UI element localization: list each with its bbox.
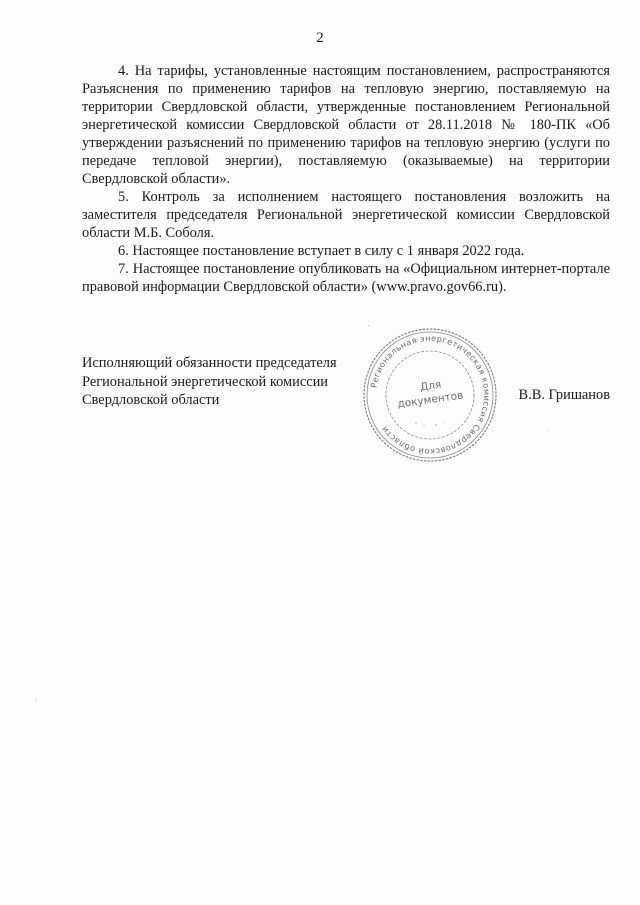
paragraph-7: 7. Настоящее постановление опубликовать на «Официальном интернет-портале правовой информации Свердловской области» (www.pravo.gov66.ru).	[82, 261, 610, 295]
scan-speck	[36, 700, 37, 701]
seal-stamp-icon	[360, 325, 500, 465]
seal-ink-specks	[415, 422, 444, 427]
seal-center-text-2: документов	[396, 389, 465, 411]
paragraph-5: 5. Контроль за исполнением настоящего постановления возложить на заместителя председателя Региональной энергетической комиссии Свердловской области М.Б. Соболя.	[82, 189, 610, 241]
seal-ring-text: Региональная энергетическая комиссия Свердловской области	[368, 332, 493, 458]
signatory-name: В.В. Гришанов	[518, 387, 610, 403]
seal-center-text-1: Для	[419, 378, 443, 394]
document-body	[82, 62, 610, 296]
signatory-title-line-1: Исполняющий обязанности председателя	[82, 355, 337, 371]
signatory-title-line-2: Региональной энергетической комиссии	[82, 373, 328, 390]
scan-speck	[368, 325, 369, 326]
paragraph-6: 6. Настоящее постановление вступает в силу с 1 января 2022 года.	[118, 243, 525, 259]
paragraph-4: 4. На тарифы, установленные настоящим постановлением, распространяются Разъяснения по применению тарифов на тепловую энергию, поставляемую на территории Свердловской области, утвержденные постановлением Региональной энергетической комиссии Свердловской области от 28.11.2018 № 180-ПК «Об утверждении разъяснений по применению тарифов на тепловую энергию (услуги по передаче тепловой энергии), поставляемую (оказываемые) на территории Свердловской области».	[82, 63, 610, 187]
signatory-title-line-3: Свердловской области	[82, 392, 220, 408]
page-number: 2	[316, 30, 324, 46]
signature-block	[82, 354, 610, 410]
scan-speck	[548, 430, 549, 431]
official-seal	[360, 325, 500, 465]
